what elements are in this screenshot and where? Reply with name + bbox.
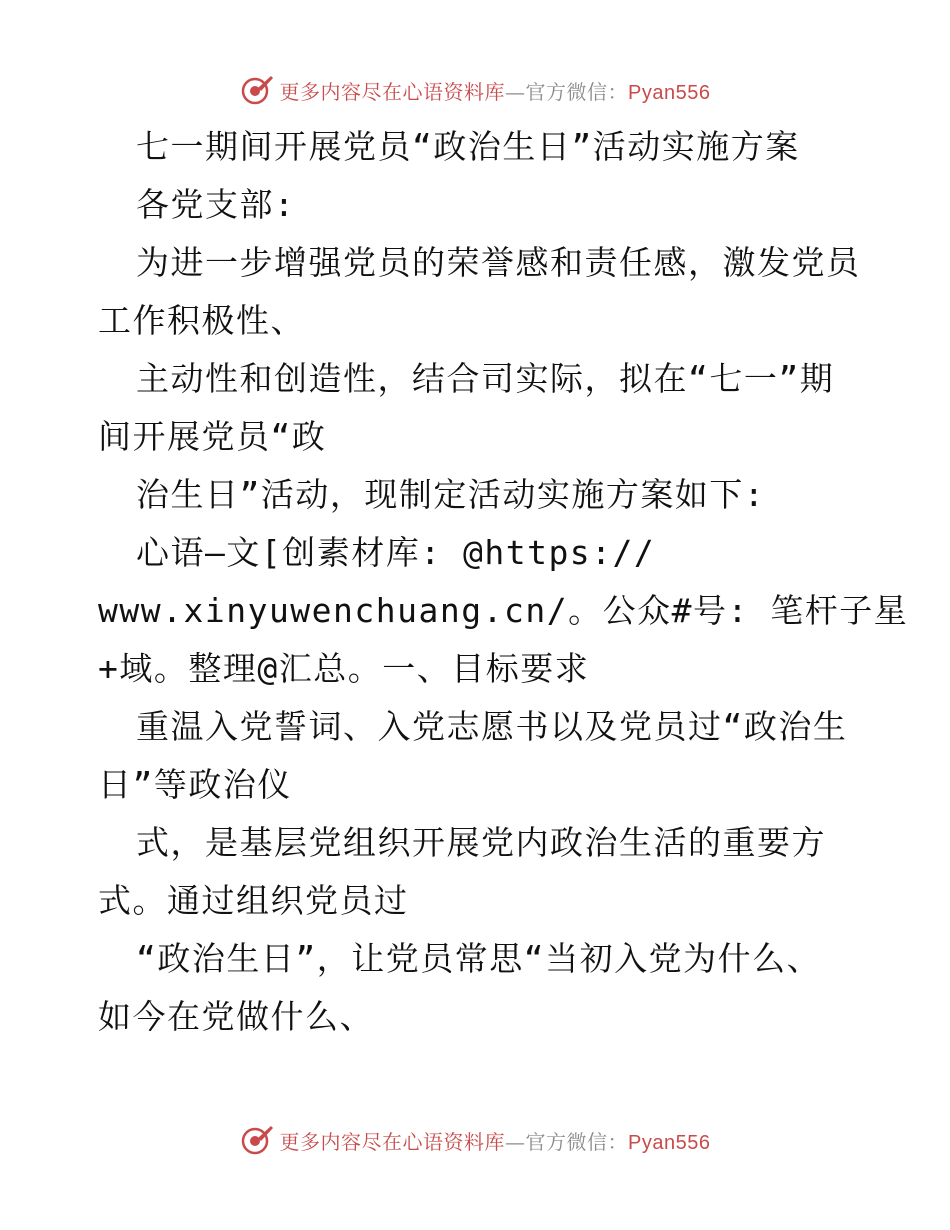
header-banner-text [280, 76, 711, 105]
document-title: 七一期间开展党员“政治生日”活动实施方案 [136, 127, 800, 166]
paragraph-line: 重温入党誓词、入党志愿书以及党员过“政治生 [136, 707, 848, 746]
header-banner-label: 官方微信： [525, 79, 629, 104]
pen-logo-icon [240, 73, 274, 107]
paragraph-line: www.xinyuwenchuang.cn/。公众#号: 笔杆子星 [98, 591, 909, 630]
header-banner-id: Pyan556 [628, 81, 711, 104]
header-banner-dash: — [505, 79, 526, 104]
paragraph-line: 式。通过组织党员过 [98, 881, 409, 920]
document-body [98, 118, 909, 1046]
footer-banner-label: 官方微信： [525, 1129, 629, 1154]
paragraph-line: “政治生日”，让党员常思“当初入党为什么、 [136, 939, 822, 978]
header-banner-main: 更多内容尽在心语资料库 [279, 79, 506, 104]
paragraph-line: 为进一步增强党员的荣誉感和责任感，激发党员 [136, 243, 861, 282]
footer-banner-id: Pyan556 [628, 1131, 711, 1154]
paragraph-line: 工作积极性、 [98, 301, 305, 340]
paragraph-line: +域。整理@汇总。一、目标要求 [98, 649, 590, 688]
paragraph-line: 如今在党做什么、 [98, 997, 374, 1036]
paragraph-line: 治生日”活动，现制定活动实施方案如下: [136, 475, 766, 514]
paragraph-line: 主动性和创造性，结合司实际，拟在“七一”期 [136, 359, 835, 398]
paragraph-line: 式，是基层党组织开展党内政治生活的重要方 [136, 823, 826, 862]
paragraph-line: 日”等政治仪 [98, 765, 292, 804]
footer-banner-text [280, 1126, 711, 1155]
footer-banner-main: 更多内容尽在心语资料库 [279, 1129, 506, 1154]
footer-banner-dash: — [505, 1129, 526, 1154]
pen-logo-icon [240, 1123, 274, 1157]
header-banner [0, 70, 950, 110]
paragraph-line: 心语—文[创素材库: @https:// [136, 533, 656, 572]
paragraph-line: 间开展党员“政 [98, 417, 327, 456]
addressee: 各党支部: [136, 185, 296, 224]
footer-banner [0, 1120, 950, 1160]
